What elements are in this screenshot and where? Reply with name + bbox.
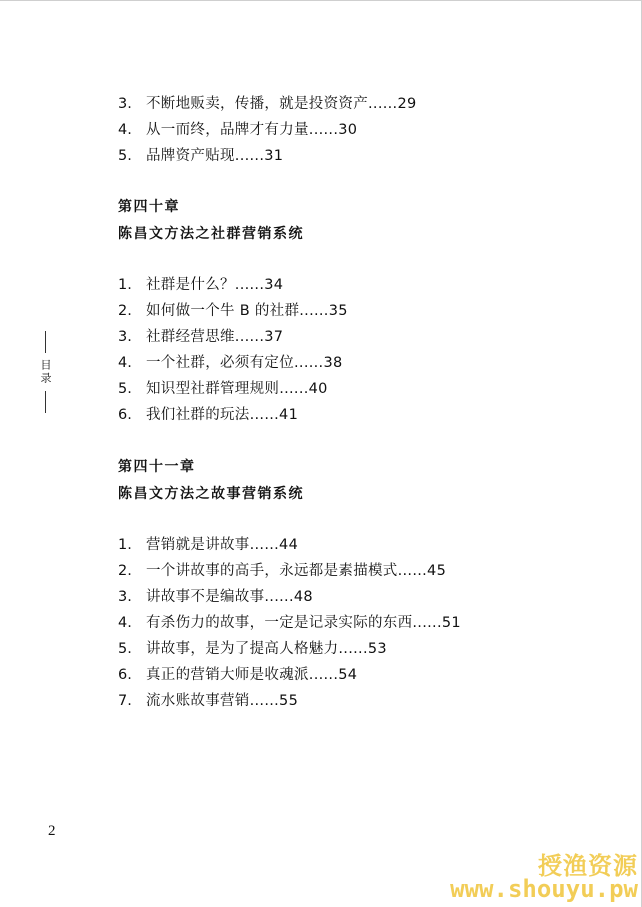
toc-item-title: 如何做一个牛 B 的社群......35 xyxy=(146,303,348,319)
toc-item[interactable] xyxy=(118,147,283,165)
chapter-number: 第四十一章 xyxy=(118,459,196,475)
toc-item-title: 我们社群的玩法......41 xyxy=(146,407,299,423)
watermark-name: 授渔资源 xyxy=(538,852,638,880)
toc-item-number: 6. xyxy=(118,407,132,423)
toc-item-title: 一个讲故事的高手，永远都是素描模式......45 xyxy=(146,563,447,579)
toc-item-number: 1. xyxy=(118,537,132,553)
toc-item-title: 社群经营思维......37 xyxy=(146,329,284,345)
toc-item[interactable] xyxy=(118,95,417,113)
toc-item-title: 讲故事不是编故事......48 xyxy=(146,589,313,605)
toc-item[interactable] xyxy=(118,536,298,554)
toc-item-number: 3. xyxy=(118,589,132,605)
toc-item[interactable] xyxy=(118,121,357,139)
page-border xyxy=(0,0,642,1)
toc-item-number: 5. xyxy=(118,381,132,397)
toc-item[interactable] xyxy=(118,666,357,684)
toc-item-title: 一个社群，必须有定位......38 xyxy=(146,355,343,371)
side-rule-top xyxy=(45,331,46,353)
toc-item-number: 6. xyxy=(118,667,132,683)
toc-item[interactable] xyxy=(118,328,283,346)
toc-item[interactable] xyxy=(118,562,446,580)
toc-item[interactable] xyxy=(118,640,387,658)
toc-item-number: 4. xyxy=(118,122,132,138)
toc-item-number: 5. xyxy=(118,148,132,164)
chapter-title[interactable]: 陈昌文方法之社群营销系统 xyxy=(118,226,304,242)
toc-item[interactable] xyxy=(118,614,461,632)
side-label-text: 目录 xyxy=(39,359,52,385)
toc-item-number: 2. xyxy=(118,303,132,319)
toc-item-title: 知识型社群管理规则......40 xyxy=(146,381,328,397)
toc-item-title: 从一而终，品牌才有力量......30 xyxy=(146,122,358,138)
chapter-number: 第四十章 xyxy=(118,199,180,215)
toc-item-number: 4. xyxy=(118,355,132,371)
toc-item-number: 2. xyxy=(118,563,132,579)
toc-item-title: 真正的营销大师是收魂派......54 xyxy=(146,667,358,683)
toc-item-title: 品牌资产贴现......31 xyxy=(146,148,284,164)
toc-item-title: 流水账故事营销......55 xyxy=(146,693,299,709)
toc-item-number: 3. xyxy=(118,96,132,112)
toc-item-number: 7. xyxy=(118,693,132,709)
toc-item[interactable] xyxy=(118,354,343,372)
toc-item-number: 1. xyxy=(118,277,132,293)
toc-item[interactable] xyxy=(118,588,313,606)
toc-item-title: 有杀伤力的故事，一定是记录实际的东西......51 xyxy=(146,615,461,631)
toc-item-number: 3. xyxy=(118,329,132,345)
toc-item[interactable] xyxy=(118,406,298,424)
page-number: 2 xyxy=(48,823,56,839)
side-section-label xyxy=(38,331,52,413)
toc-item-number: 5. xyxy=(118,641,132,657)
toc-item-title: 不断地贩卖，传播，就是投资资产......29 xyxy=(146,96,417,112)
toc-item-number: 4. xyxy=(118,615,132,631)
watermark-url: www.shouyu.pw xyxy=(450,875,638,903)
toc-item[interactable] xyxy=(118,692,298,710)
toc-item[interactable] xyxy=(118,302,348,320)
toc-item[interactable] xyxy=(118,380,328,398)
toc-item[interactable] xyxy=(118,276,283,294)
chapter-title[interactable]: 陈昌文方法之故事营销系统 xyxy=(118,486,304,502)
toc-item-title: 营销就是讲故事......44 xyxy=(146,537,299,553)
toc-item-title: 讲故事，是为了提高人格魅力......53 xyxy=(146,641,387,657)
toc-item-title: 社群是什么？......34 xyxy=(146,277,284,293)
side-rule-bottom xyxy=(45,391,46,413)
